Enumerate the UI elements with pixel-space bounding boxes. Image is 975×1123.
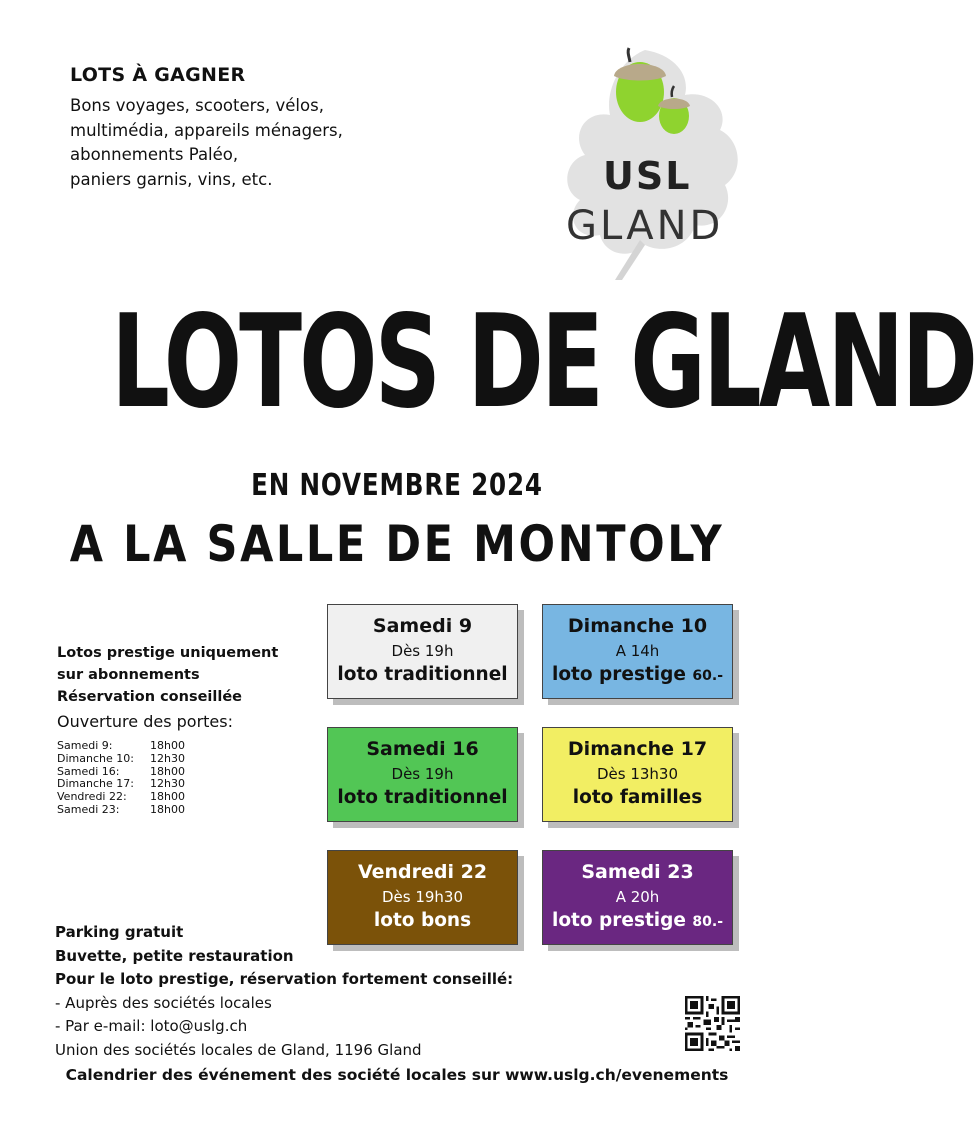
subtitle-venue: A LA SALLE DE MONTOLY — [69, 515, 725, 573]
schedule-time: 18h00 — [150, 739, 185, 752]
event-price: 60.- — [692, 668, 724, 684]
event-time: Dès 19h30 — [381, 888, 464, 906]
prizes-title: LOTS À GAGNER — [70, 64, 246, 86]
event-price: 80.- — [692, 914, 724, 930]
event-kind-label: loto prestige — [551, 910, 686, 931]
event-kind-label: loto familles — [572, 787, 703, 808]
logo-gland-text: GLAND — [566, 203, 724, 249]
event-day: Samedi 23 — [581, 861, 694, 883]
event-kind-label: loto bons — [373, 910, 472, 931]
event-day: Samedi 9 — [372, 615, 473, 637]
bottom-bold-line: Buvette, petite restauration — [55, 946, 294, 965]
schedule-row — [57, 740, 185, 753]
event-time: A 14h — [615, 642, 660, 660]
schedule-time: 12h30 — [150, 751, 185, 765]
event-kind-label: loto prestige — [551, 664, 686, 685]
footer-calendar-link[interactable]: Calendrier des événement des société locales sur www.uslg.ch/evenements — [65, 1066, 729, 1084]
info-line: Lotos prestige uniquement — [57, 645, 279, 661]
event-kind-label: loto traditionnel — [337, 664, 508, 685]
schedule-day: Dimanche 10: — [57, 751, 134, 765]
schedule-day: Samedi 16: — [57, 764, 120, 778]
info-notes — [57, 642, 278, 708]
info-line: Réservation conseillée — [57, 689, 243, 705]
event-card — [327, 727, 518, 822]
prize-line: multimédia, appareils ménagers, — [70, 120, 343, 140]
bottom-info — [55, 921, 513, 1062]
schedule-day: Dimanche 17: — [57, 777, 134, 791]
schedule-day: Samedi 23: — [57, 802, 120, 816]
prizes-list — [70, 94, 343, 192]
event-card — [327, 604, 518, 699]
schedule-time: 12h30 — [150, 777, 185, 791]
doors-schedule — [57, 740, 185, 817]
schedule-time: 18h00 — [150, 764, 185, 778]
event-kind — [328, 664, 517, 685]
schedule-day: Vendredi 22: — [57, 790, 127, 804]
doors-opening-title: Ouverture des portes: — [57, 712, 233, 731]
event-card — [542, 727, 733, 822]
schedule-row — [57, 753, 185, 766]
event-day: Vendredi 22 — [357, 861, 488, 883]
schedule-row — [57, 804, 185, 817]
event-time: A 20h — [615, 888, 660, 906]
event-kind — [543, 910, 732, 931]
subtitle-date: EN NOVEMBRE 2024 — [251, 468, 543, 503]
logo-usl-text: USL — [603, 154, 692, 198]
bottom-bold-line: Parking gratuit — [55, 923, 184, 941]
event-day: Samedi 16 — [366, 738, 479, 760]
event-kind — [543, 664, 732, 685]
info-line: sur abonnements — [57, 667, 200, 683]
event-time: Dès 13h30 — [596, 765, 679, 783]
prize-line: abonnements Paléo, — [70, 145, 239, 164]
bottom-line: - Par e-mail: loto@uslg.ch — [55, 1017, 248, 1035]
event-kind — [328, 787, 517, 808]
bottom-bold-line: Pour le loto prestige, réservation fortement conseillé: — [55, 970, 514, 988]
event-time: Dès 19h — [391, 642, 454, 660]
prize-line: Bons voyages, scooters, vélos, — [70, 96, 324, 115]
event-day: Dimanche 17 — [567, 738, 708, 760]
qr-code-icon[interactable] — [685, 996, 740, 1051]
event-time: Dès 19h — [391, 765, 454, 783]
event-kind — [543, 787, 732, 808]
prize-line: paniers garnis, vins, etc. — [70, 169, 273, 189]
bottom-line: Union des sociétés locales de Gland, 1196 Gland — [55, 1040, 422, 1059]
event-card — [542, 850, 733, 945]
event-kind-label: loto traditionnel — [337, 787, 508, 808]
bottom-line: - Auprès des sociétés locales — [55, 993, 272, 1012]
schedule-time: 18h00 — [150, 802, 185, 816]
event-card — [542, 604, 733, 699]
schedule-time: 18h00 — [150, 790, 185, 804]
event-day: Dimanche 10 — [567, 615, 708, 637]
main-title: LOTOS DE GLAND — [111, 288, 975, 437]
schedule-day: Samedi 9: — [57, 739, 113, 752]
